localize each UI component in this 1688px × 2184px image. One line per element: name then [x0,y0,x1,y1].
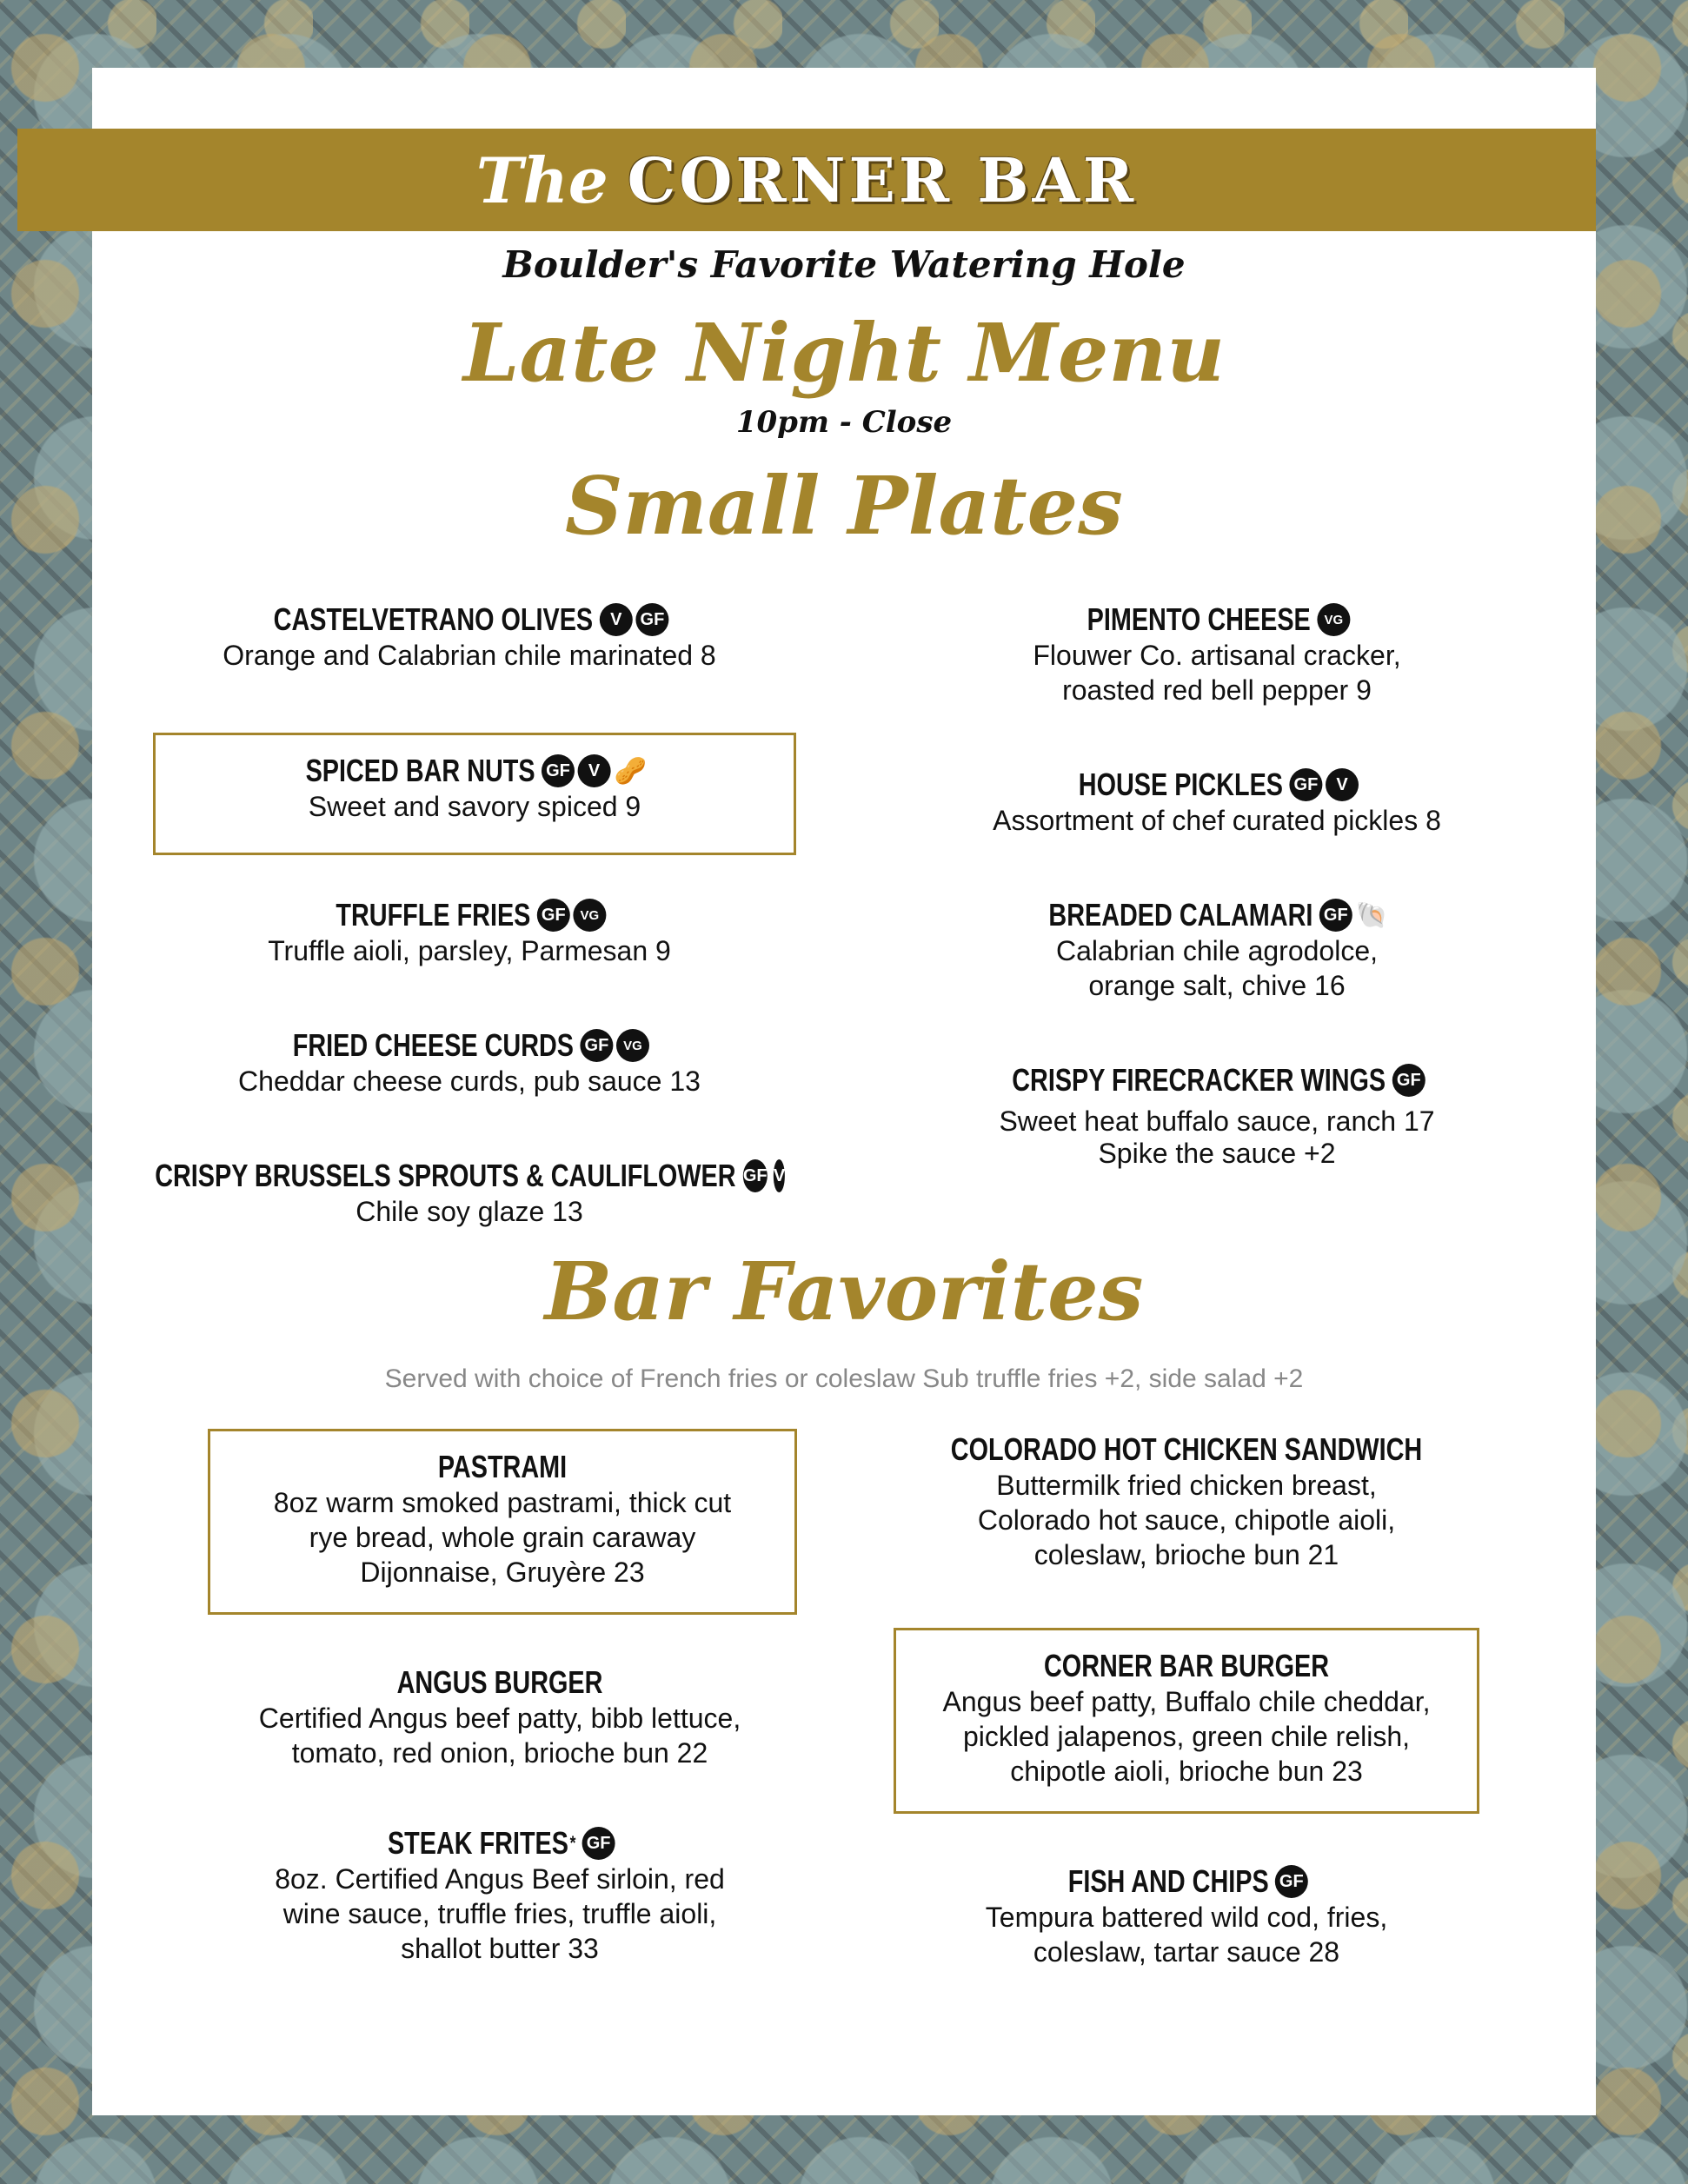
menu-item-steak-frites [200,1825,800,1966]
item-description: Buttermilk fried chicken breast, [996,1470,1377,1501]
item-name: CRISPY FIRECRACKER WINGS [1012,1062,1386,1098]
title-main: CORNER BAR [627,143,1138,216]
footnote-asterisk: * [569,1832,576,1854]
vegan-icon: V [578,754,611,787]
gluten-free-icon: GF [1275,1865,1308,1898]
item-description: 8oz warm smoked pastrami, thick cut [273,1487,732,1518]
menu-item-truffle-fries [174,897,765,968]
menu-item-fish-and-chips [887,1863,1486,1969]
item-name: CORNER BAR BURGER [1043,1648,1329,1683]
item-description: Dijonnaise, Gruyère 23 [360,1557,645,1588]
gluten-free-icon: GF [542,754,575,787]
item-description: shallot butter 33 [401,1933,599,1964]
item-description: pickled jalapenos, green chile relish, [962,1721,1411,1752]
item-name: SPICED BAR NUTS [305,753,535,788]
item-name: HOUSE PICKLES [1078,767,1284,802]
item-description: Calabrian chile agrodolce, [1056,935,1378,966]
gluten-free-icon: GF [1289,768,1322,801]
menu-item-angus-burger [200,1664,800,1770]
gluten-free-icon: GF [582,1827,615,1860]
item-description: Sweet heat buffalo sauce, ranch 17 [999,1105,1435,1137]
gluten-free-icon: GF [743,1159,768,1192]
vegetarian-icon: VG [1317,603,1350,636]
item-description: Tempura battered wild cod, fries, [985,1902,1388,1933]
item-description: Sweet and savory spiced 9 [308,791,641,822]
item-name: BREADED CALAMARI [1048,897,1313,933]
item-name: TRUFFLE FRIES [336,897,531,933]
item-description: roasted red bell pepper 9 [1062,674,1372,706]
item-description: Colorado hot sauce, chipotle aioli, [977,1504,1396,1536]
item-description: Assortment of chef curated pickles 8 [993,805,1441,836]
item-description: 8oz. Certified Angus Beef sirloin, red [275,1863,725,1895]
item-name: FISH AND CHIPS [1067,1863,1269,1899]
vegetarian-icon: VG [616,1029,649,1062]
menu-item-corner-bar-burger [894,1628,1479,1814]
item-description: Angus beef patty, Buffalo chile cheddar, [942,1686,1431,1717]
item-name: STEAK FRITES [387,1825,568,1861]
item-name: CASTELVETRANO OLIVES [273,601,594,637]
menu-item-fried-cheese-curds [174,1027,765,1099]
item-description: rye bread, whole grain caraway [309,1522,696,1553]
menu-item-pastrami [208,1429,797,1615]
menu-item-castelvetrano-olives [174,601,765,673]
menu-item-breaded-calamari [904,897,1530,1003]
item-description: Truffle aioli, parsley, Parmesan 9 [268,935,671,966]
item-description: Certified Angus beef patty, bibb lettuce, [258,1703,741,1734]
item-name: FRIED CHEESE CURDS [292,1027,575,1063]
vegan-icon: V [1326,768,1359,801]
menu-item-colorado-hot-chicken [887,1431,1486,1572]
title-banner [17,129,1596,231]
bar-favorites-note: Served with choice of French fries or coleslaw Sub truffle fries +2, side salad +2 [384,1364,1304,1393]
menu-item-pimento-cheese [904,601,1530,707]
gluten-free-icon: GF [1392,1064,1425,1097]
menu-title: Late Night Menu [462,306,1226,400]
item-description: wine sauce, truffle fries, truffle aioli, [282,1898,717,1929]
item-description: Orange and Calabrian chile marinated 8 [223,640,716,671]
gluten-free-icon: GF [1319,899,1352,932]
shellfish-icon: 🐚 [1355,900,1389,930]
item-name: PIMENTO CHEESE [1087,601,1311,637]
small-plates-heading: Small Plates [565,459,1123,553]
item-description: orange salt, chive 16 [1088,970,1346,1001]
bar-favorites-heading: Bar Favorites [544,1245,1144,1338]
item-name: COLORADO HOT CHICKEN SANDWICH [950,1431,1423,1467]
menu-item-house-pickles [904,767,1530,838]
item-description: Spike the sauce +2 [1098,1138,1336,1169]
peanut-icon: 🥜 [614,756,647,786]
menu-item-crispy-brussels-sprouts [130,1158,808,1229]
item-name: ANGUS BURGER [396,1664,603,1700]
item-name: CRISPY BRUSSELS SPROUTS & CAULIFLOWER [155,1158,736,1193]
menu-item-crispy-firecracker-wings [904,1062,1530,1168]
vegetarian-icon: VG [573,899,606,932]
item-description: Flouwer Co. artisanal cracker, [1033,640,1401,671]
item-description: tomato, red onion, brioche bun 22 [291,1737,708,1769]
title-script: The [475,143,608,217]
hours: 10pm - Close [735,405,953,440]
vegan-icon: V [774,1159,785,1192]
menu-item-spiced-bar-nuts [153,733,796,855]
gluten-free-icon: GF [580,1029,613,1062]
item-description: chipotle aioli, brioche bun 23 [1010,1756,1363,1787]
item-description: coleslaw, tartar sauce 28 [1033,1936,1340,1968]
item-description: Cheddar cheese curds, pub sauce 13 [238,1065,701,1097]
item-name: PASTRAMI [437,1449,568,1484]
tagline: Boulder's Favorite Watering Hole [502,243,1186,286]
item-description: coleslaw, brioche bun 21 [1033,1539,1339,1570]
vegan-icon: V [600,603,633,636]
gluten-free-icon: GF [635,603,668,636]
item-description: Chile soy glaze 13 [356,1196,583,1227]
gluten-free-icon: GF [537,899,570,932]
